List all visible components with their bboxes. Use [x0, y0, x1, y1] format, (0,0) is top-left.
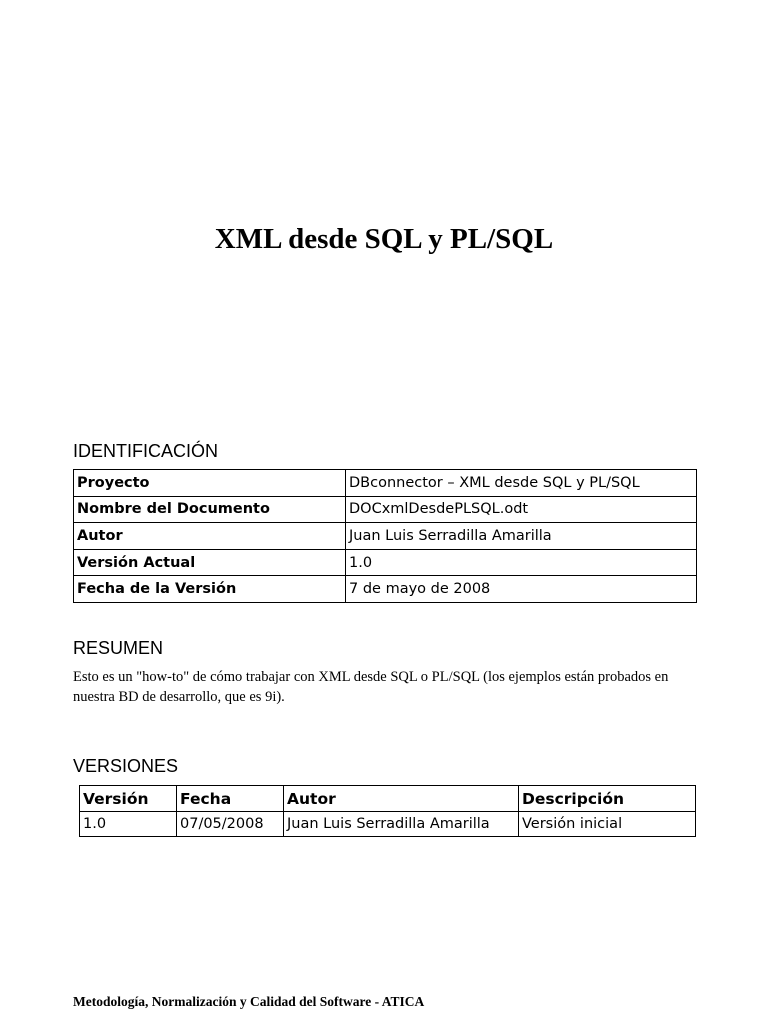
identification-heading: IDENTIFICACIÓN — [73, 441, 219, 461]
versions-table — [79, 785, 696, 837]
column-header-version: Versión — [80, 786, 177, 812]
author-label: Autor — [74, 523, 346, 550]
summary-heading: RESUMEN — [73, 638, 164, 658]
column-header-author: Autor — [284, 786, 519, 812]
document-name-value: DOCxmlDesdePLSQL.odt — [346, 496, 697, 523]
identification-row-version-date — [74, 576, 697, 603]
document-title: XML desde SQL y PL/SQL — [214, 223, 554, 255]
description-cell: Versión inicial — [519, 812, 696, 837]
current-version-label: Versión Actual — [74, 549, 346, 576]
column-header-date: Fecha — [177, 786, 284, 812]
page-footer: Metodología, Normalización y Calidad del Software - ATICA — [73, 994, 425, 1009]
date-cell: 07/05/2008 — [177, 812, 284, 837]
column-header-description: Descripción — [519, 786, 696, 812]
identification-row-document-name — [74, 496, 697, 523]
identification-row-project — [74, 470, 697, 497]
version-date-label: Fecha de la Versión — [74, 576, 346, 603]
identification-row-author — [74, 523, 697, 550]
versions-heading: VERSIONES — [73, 756, 179, 776]
identification-table — [73, 469, 697, 603]
identification-row-current-version — [74, 549, 697, 576]
version-cell: 1.0 — [80, 812, 177, 837]
current-version-value: 1.0 — [346, 549, 697, 576]
author-value: Juan Luis Serradilla Amarilla — [346, 523, 697, 550]
author-cell: Juan Luis Serradilla Amarilla — [284, 812, 519, 837]
version-date-value: 7 de mayo de 2008 — [346, 576, 697, 603]
document-name-label: Nombre del Documento — [74, 496, 346, 523]
project-value: DBconnector – XML desde SQL y PL/SQL — [346, 470, 697, 497]
summary-text: Esto es un "how-to" de cómo trabajar con XML desde SQL o PL/SQL (los ejemplos están probados en nuestra BD de desarrollo, que es 9i). — [73, 669, 669, 705]
table-row — [80, 812, 696, 837]
project-label: Proyecto — [74, 470, 346, 497]
versions-header-row — [80, 786, 696, 812]
